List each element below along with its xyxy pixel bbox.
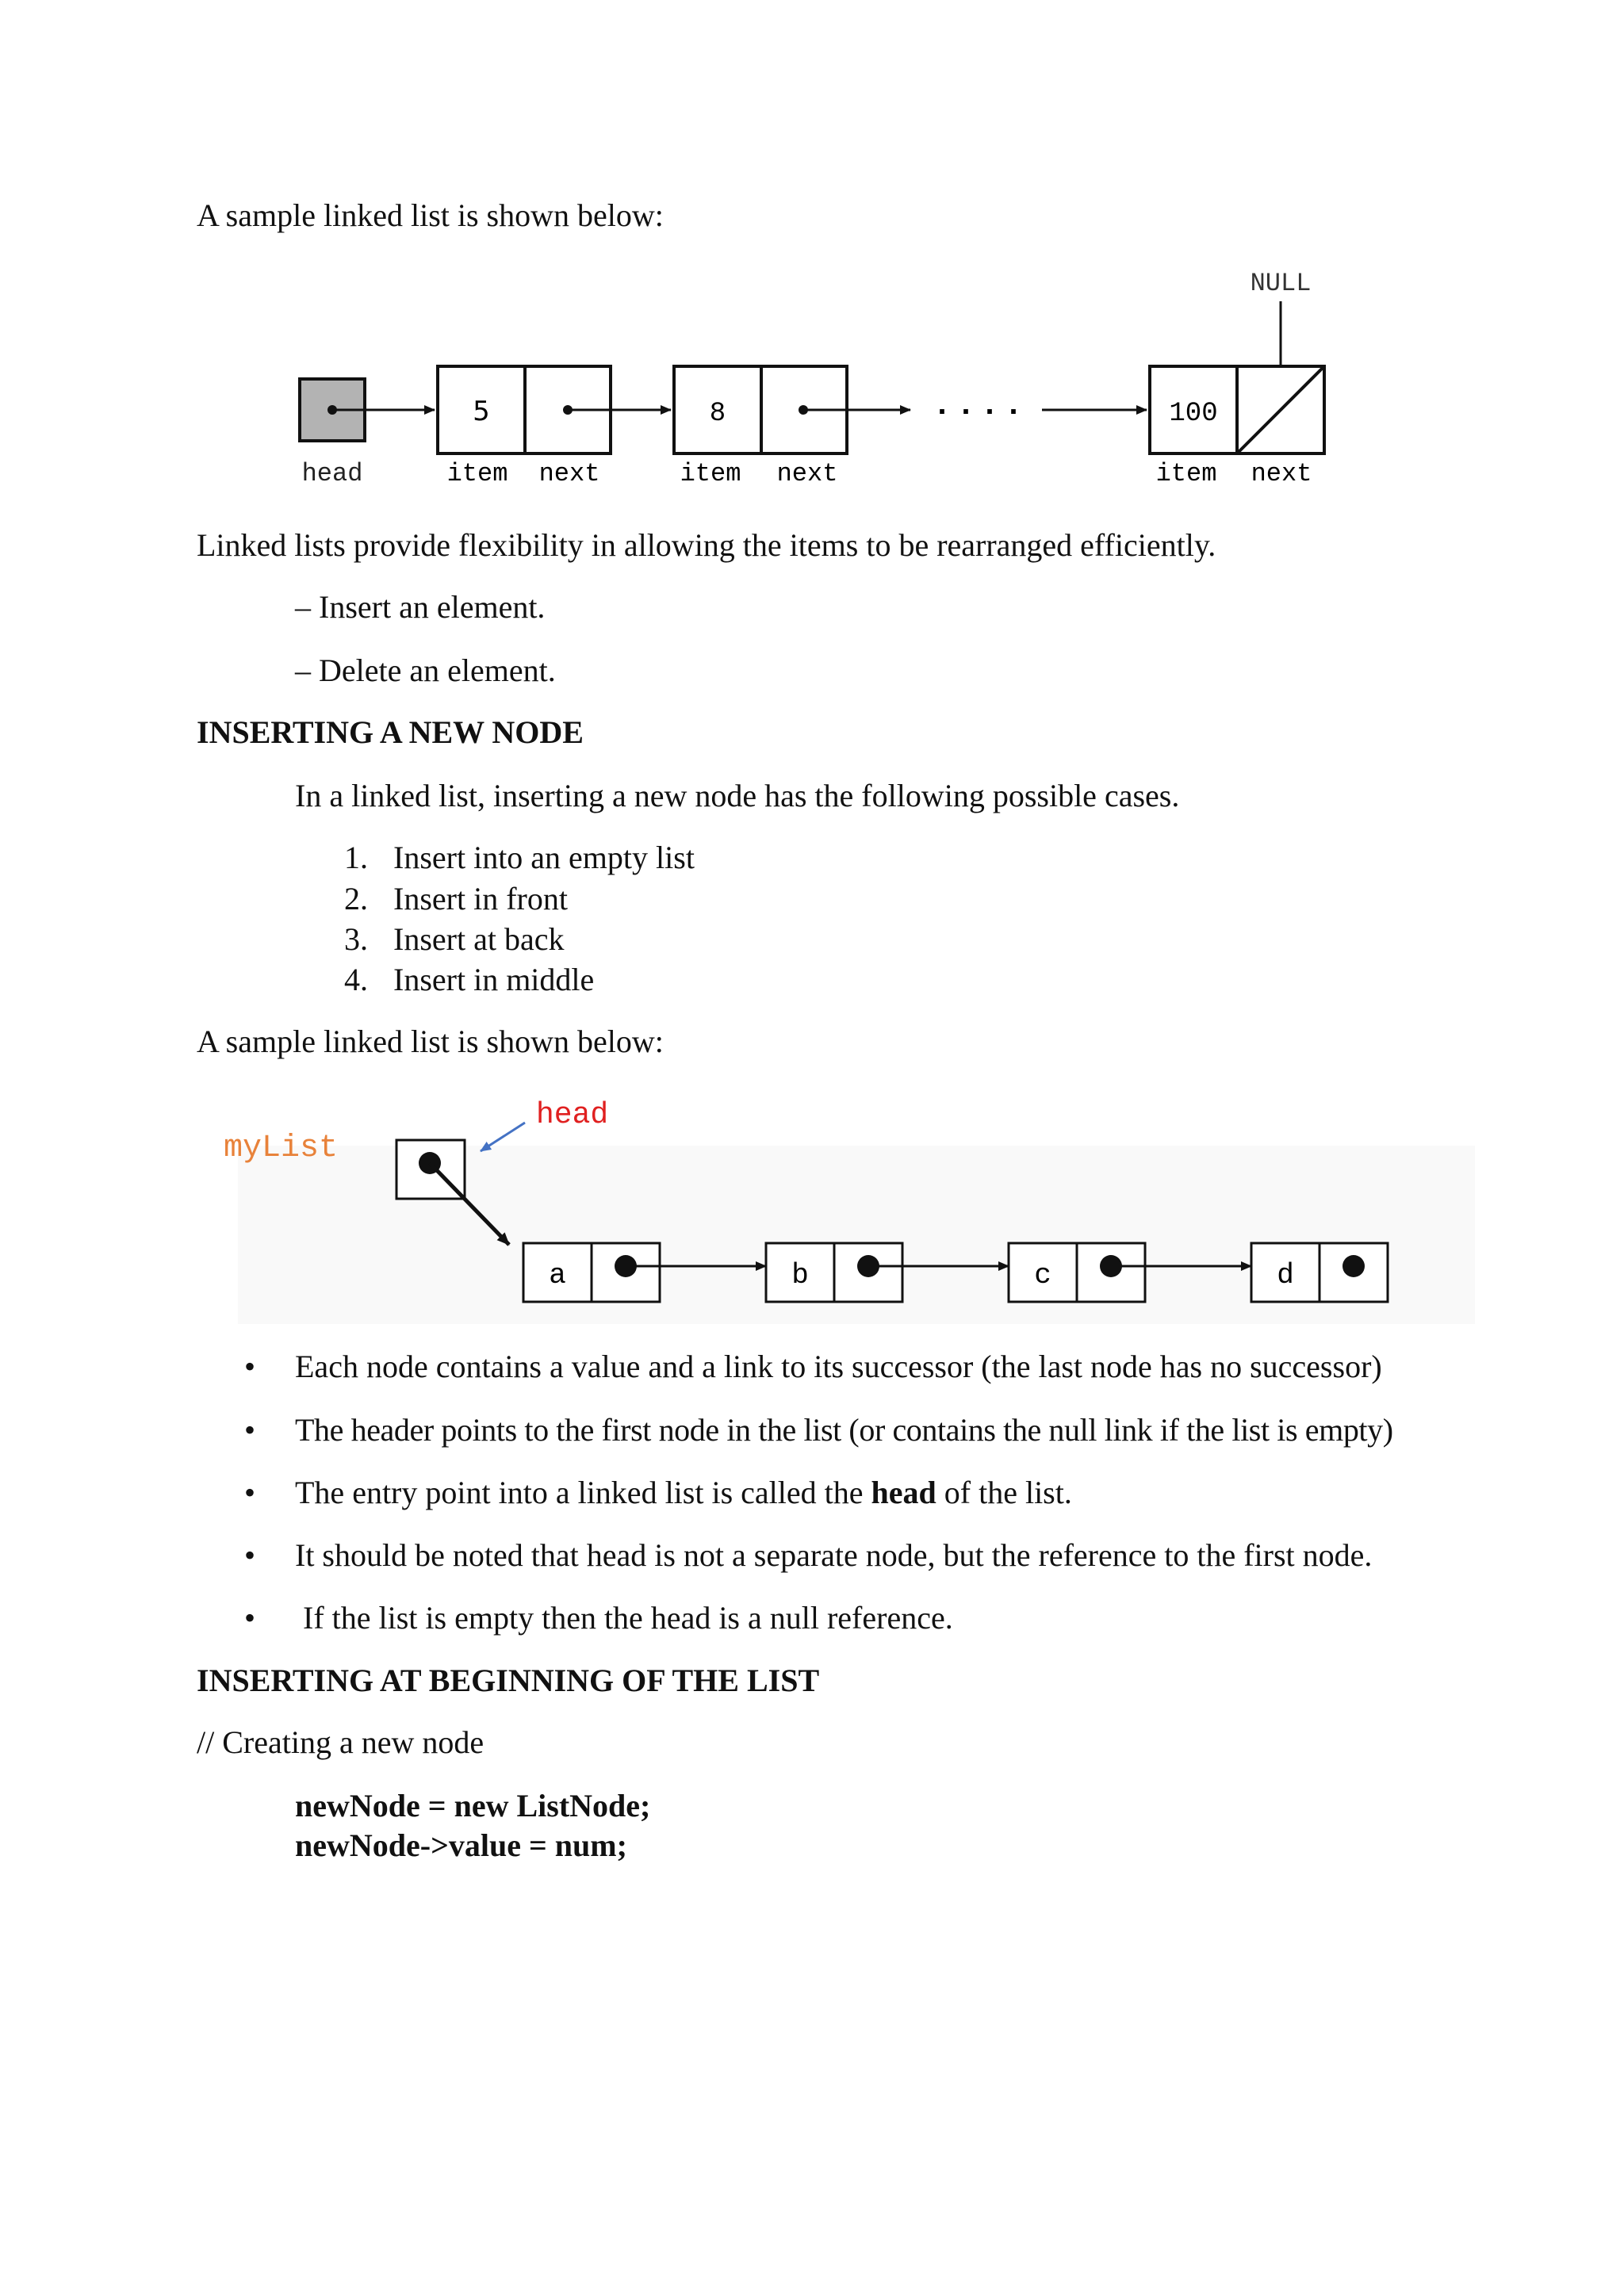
node-a — [523, 1243, 766, 1302]
code-line: newNode = new ListNode; — [295, 1788, 651, 1823]
next-label: next — [776, 459, 838, 488]
node-item-value: 5 — [473, 396, 490, 427]
head-label: head — [301, 459, 363, 488]
node-item-value: 100 — [1169, 399, 1218, 429]
node-value: d — [1277, 1259, 1294, 1292]
node-item-value: 8 — [709, 399, 726, 429]
node-5 — [438, 366, 671, 488]
bullet-bold-head: head — [871, 1475, 936, 1510]
code-comment: // Creating a new node — [197, 1724, 485, 1760]
case-number: 3. — [344, 921, 368, 957]
ellipsis: .... — [932, 388, 1028, 424]
item-label: item — [1155, 459, 1217, 488]
bullet-symbol: • — [244, 1537, 256, 1573]
bullet-symbol: • — [244, 1475, 256, 1510]
heading-inserting-new-node: INSERTING A NEW NODE — [197, 714, 584, 750]
node-pointer-dot — [1342, 1255, 1365, 1277]
op-insert: – Insert an element. — [295, 589, 546, 625]
bullet-item — [295, 1474, 1072, 1512]
flexibility-text: Linked lists provide flexibility in allowing the items to be rearranged efficiently. — [197, 527, 1216, 563]
mylist-arrow — [430, 1163, 509, 1245]
bullet-item: It should be noted that head is not a separate node, but the reference to the first node. — [295, 1537, 1373, 1573]
node-value: a — [549, 1259, 566, 1292]
bullet-symbol: • — [244, 1600, 256, 1636]
intro-text-1: A sample linked list is shown below: — [197, 197, 664, 233]
mylist-diagram — [0, 1094, 1624, 1332]
node-b — [766, 1243, 1009, 1302]
node-c — [1009, 1243, 1251, 1302]
case-item: Insert into an empty list — [393, 840, 695, 875]
op-delete: – Delete an element. — [295, 652, 556, 688]
next-label: next — [538, 459, 600, 488]
node-d — [1251, 1243, 1388, 1302]
bullet-text: The entry point into a linked list is called the — [295, 1475, 871, 1510]
null-label: NULL — [1250, 269, 1312, 298]
case-item: Insert at back — [393, 921, 565, 957]
case-number: 4. — [344, 962, 368, 997]
linked-list-diagram — [0, 262, 1624, 523]
bullet-item: The header points to the first node in the list (or contains the null link if the list is empty) — [295, 1412, 1393, 1448]
node-100 — [1150, 366, 1324, 488]
node-8 — [674, 366, 910, 488]
item-label: item — [680, 459, 741, 488]
item-label: item — [446, 459, 508, 488]
mylist-label: myList — [224, 1131, 339, 1166]
intro-text-2: A sample linked list is shown below: — [197, 1024, 664, 1059]
case-number: 1. — [344, 840, 368, 875]
case-item: Insert in middle — [393, 962, 595, 997]
bullet-item: Each node contains a value and a link to its successor (the last node has no successor) — [295, 1349, 1382, 1384]
cases-intro: In a linked list, inserting a new node has the following possible cases. — [295, 778, 1180, 813]
case-number: 2. — [344, 881, 368, 916]
heading-inserting-beginning: INSERTING AT BEGINNING OF THE LIST — [197, 1663, 820, 1698]
head-pointer-arrow — [481, 1123, 525, 1151]
node-value: c — [1034, 1259, 1051, 1292]
node-value: b — [791, 1259, 809, 1292]
next-label: next — [1251, 459, 1312, 488]
code-line: newNode->value = num; — [295, 1827, 627, 1863]
bullet-symbol: • — [244, 1412, 256, 1448]
bullet-symbol: • — [244, 1349, 256, 1384]
bullet-item: If the list is empty then the head is a null reference. — [295, 1600, 953, 1636]
case-item: Insert in front — [393, 881, 568, 916]
bullet-text: of the list. — [936, 1475, 1072, 1510]
head-pointer-label: head — [536, 1098, 609, 1132]
